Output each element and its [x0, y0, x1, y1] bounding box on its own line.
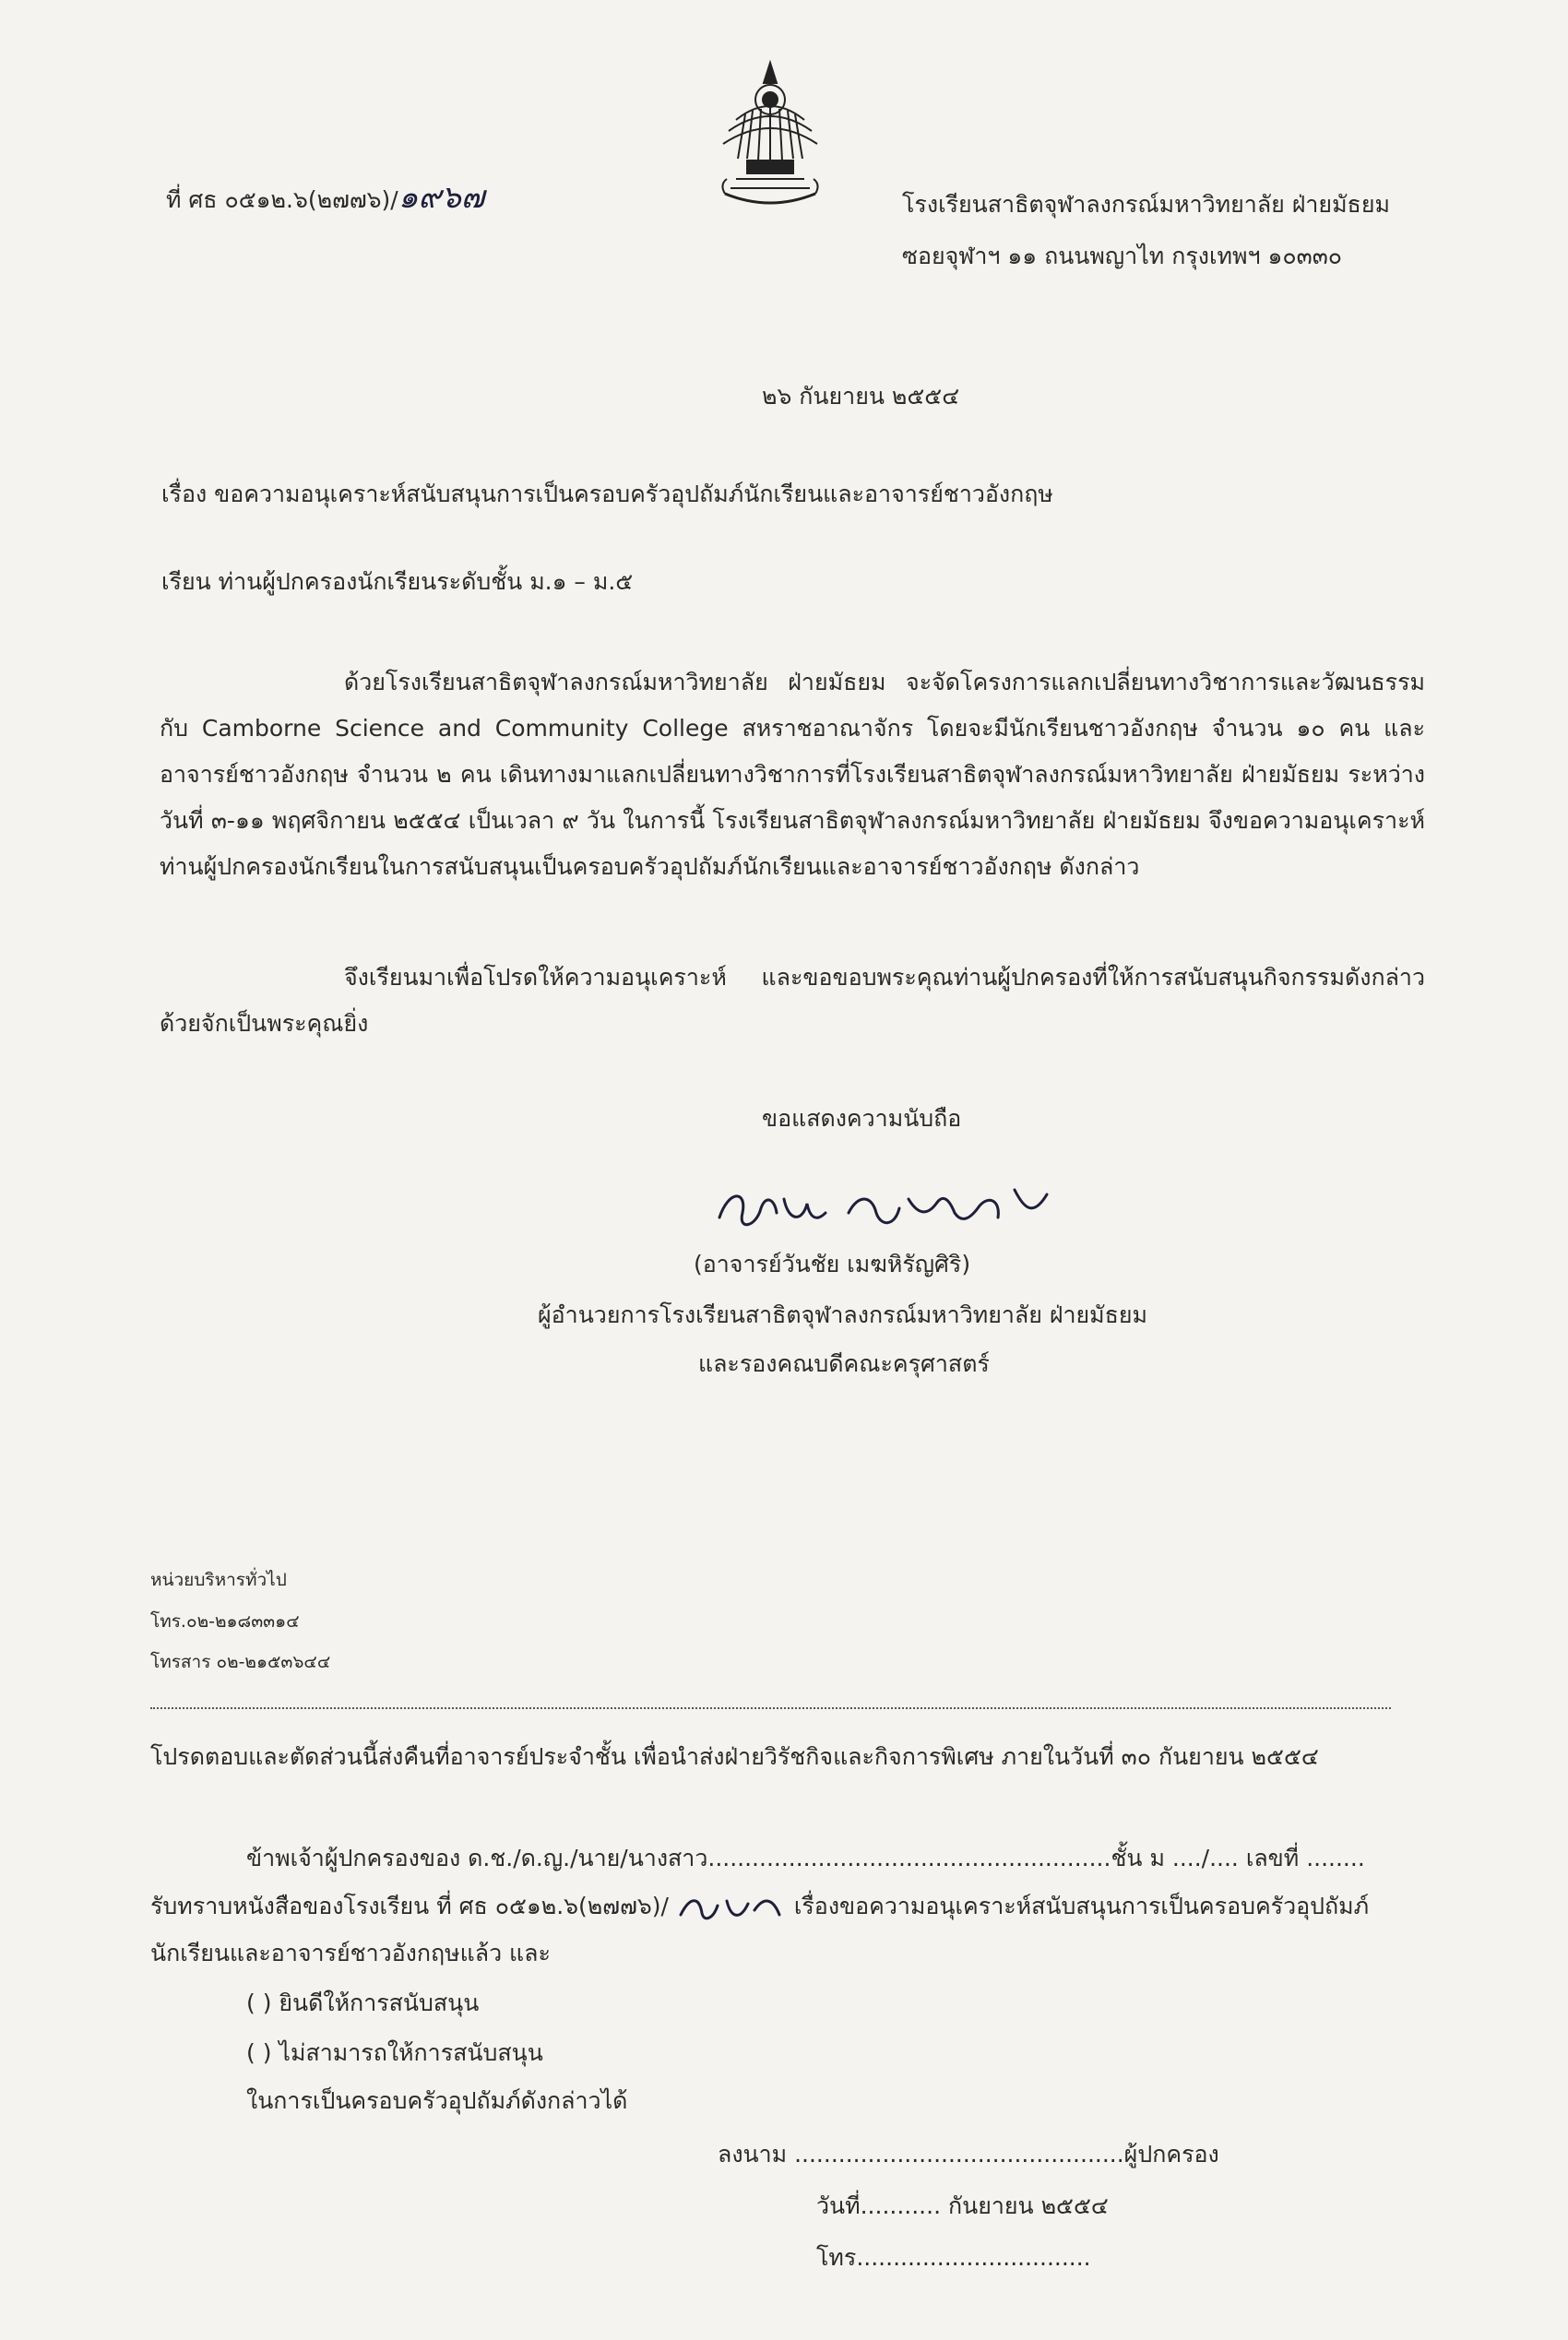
school-emblem-icon: [710, 55, 830, 217]
reply-line-2-suffix: เรื่องขอความอนุเคราะห์สนับสนุนการเป็นครอบครัวอุปถัมภ์: [793, 1893, 1370, 1919]
signer-title-2: และรองคณบดีคณะครุศาสตร์: [698, 1350, 990, 1377]
contact-fax: โทรสาร ๐๒-๒๑๕๓๖๔๔: [150, 1652, 331, 1672]
school-address: ซอยจุฬาฯ ๑๑ ถนนพญาไท กรุงเทพฯ ๑๐๓๓๐: [902, 243, 1343, 269]
reference-number: ที่ ศธ ๐๕๑๒.๖(๒๗๗๖)/: [166, 186, 398, 213]
reply-line-2-prefix: รับทราบหนังสือของโรงเรียน ที่ ศธ ๐๕๑๒.๖(๒๗๗๖)/: [150, 1893, 669, 1919]
letter-salutation: เรียน ท่านผู้ปกครองนักเรียนระดับชั้น ม.๑ – ม.๕: [161, 568, 634, 595]
date-line[interactable]: วันที่........... กันยายน ๒๕๕๔: [816, 2192, 1109, 2219]
signer-title-1: ผู้อำนวยการโรงเรียนสาธิตจุฬาลงกรณ์มหาวิทยาลัย ฝ่ายมัธยม: [538, 1301, 1148, 1328]
phone-line[interactable]: โทร................................: [816, 2244, 1091, 2271]
option-unable[interactable]: ( ) ไม่สามารถให้การสนับสนุน: [246, 2039, 543, 2066]
letter-date: ๒๖ กันยายน ๒๕๕๔: [762, 383, 960, 410]
letter-subject: เรื่อง ขอความอนุเคราะห์สนับสนุนการเป็นครอบครัวอุปถัมภ์นักเรียนและอาจารย์ชาวอังกฤษ: [161, 481, 1053, 507]
body-paragraph-2: จึงเรียนมาเพื่อโปรดให้ความอนุเคราะห์ และขอขอบพระคุณท่านผู้ปกครองที่ให้การสนับสนุนกิจกรรมดังกล่าวด้วยจักเป็นพระคุณยิ่ง: [160, 964, 1425, 1037]
cut-line: [150, 1707, 1391, 1709]
contact-phone: โทร.๐๒-๒๑๘๓๓๑๔: [150, 1611, 300, 1632]
reply-line-1: ข้าพเจ้าผู้ปกครองของ ด.ช./ด.ญ./นาย/นางสาว.......................................................ชั้น ม ..../.... เลขที่ ........: [246, 1845, 1365, 1871]
option-willing[interactable]: ( ) ยินดีให้การสนับสนุน: [246, 1990, 480, 2016]
closing-text: ขอแสดงความนับถือ: [762, 1105, 962, 1132]
contact-unit: หน่วยบริหารทั่วไป: [150, 1570, 287, 1590]
school-name: โรงเรียนสาธิตจุฬาลงกรณ์มหาวิทยาลัย ฝ่ายมัธยม: [902, 191, 1390, 218]
sign-line[interactable]: ลงนาม .............................................ผู้ปกครอง: [718, 2141, 1219, 2168]
signer-name: (อาจารย์วันชัย เมฆหิรัญศิริ): [694, 1251, 971, 1277]
reply-line-4: ในการเป็นครอบครัวอุปถัมภ์ดังกล่าวได้: [246, 2087, 628, 2114]
reply-reference-handwritten-icon: [676, 1887, 787, 1928]
reference-handwritten: ๑๙๖๗: [398, 179, 485, 216]
body-paragraph-1: ด้วยโรงเรียนสาธิตจุฬาลงกรณ์มหาวิทยาลัย ฝ่ายมัธยม จะจัดโครงการแลกเปลี่ยนทางวิชาการและวัฒนธรรมกับ Camborne Science and Community College สหราชอาณาจักร โดยจะมีนักเรียนชาวอังกฤษ จำนวน ๑๐ คน และอาจารย์ชาวอังกฤษ จำนวน ๒ คน เดินทางมาแลกเปลี่ยนทางวิชาการที่โรงเรียนสาธิตจุฬาลงกรณ์มหาวิทยาลัย ฝ่ายมัธยม ระหว่างวันที่ ๓-๑๑ พฤศจิกายน ๒๕๕๔ เป็นเวลา ๙ วัน ในการนี้ โรงเรียนสาธิตจุฬาลงกรณ์มหาวิทยาลัย ฝ่ายมัธยม จึงขอความอนุเคราะห์ท่านผู้ปกครองนักเรียนในการสนับสนุนเป็นครอบครัวอุปถัมภ์นักเรียนและอาจารย์ชาวอังกฤษ ดังกล่าว: [160, 669, 1425, 880]
reply-line-3: นักเรียนและอาจารย์ชาวอังกฤษแล้ว และ: [150, 1940, 551, 1966]
handwritten-signature: [710, 1171, 1061, 1245]
reply-instruction: โปรดตอบและตัดส่วนนี้ส่งคืนที่อาจารย์ประจำชั้น เพื่อนำส่งฝ่ายวิรัชกิจและกิจการพิเศษ ภายในวันที่ ๓๐ กันยายน ๒๕๕๔: [150, 1743, 1319, 1770]
